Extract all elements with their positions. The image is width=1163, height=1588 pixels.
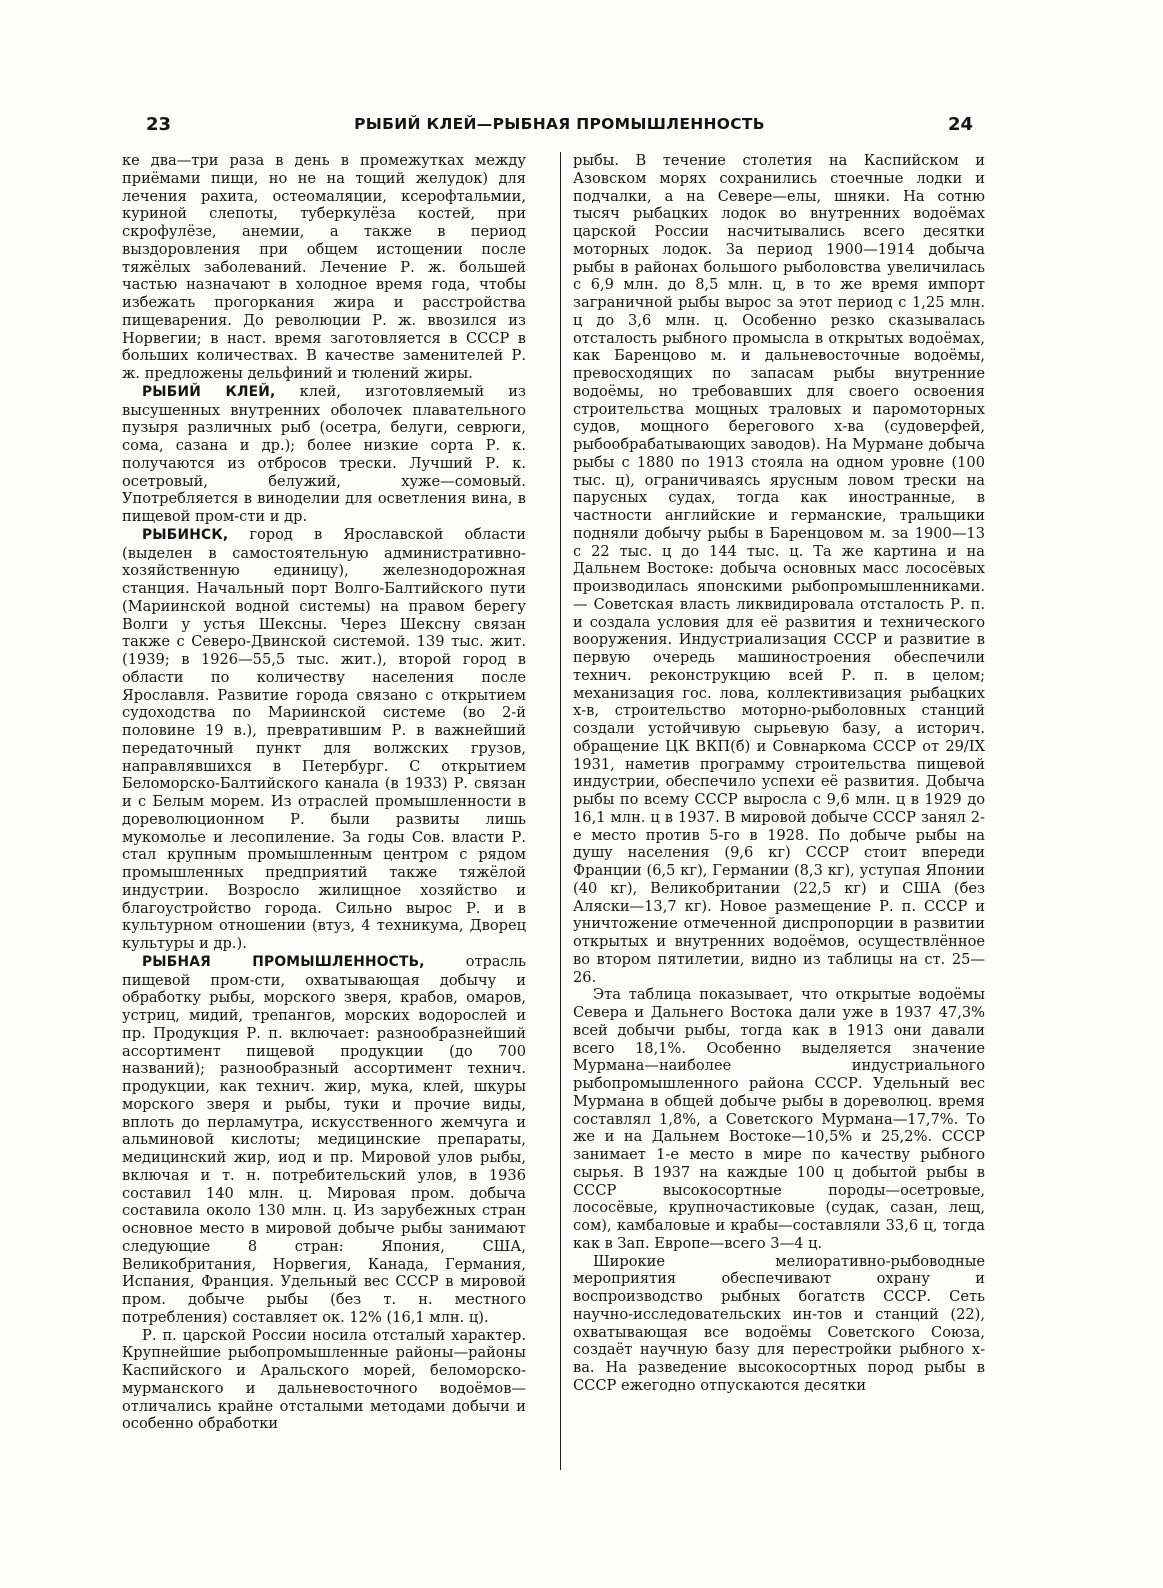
running-title: РЫБИЙ КЛЕЙ—РЫБНАЯ ПРОМЫШЛЕННОСТЬ	[354, 115, 765, 133]
column-divider	[560, 152, 561, 1470]
paragraph: Р. п. царской России носила отсталый характер. Крупнейшие рыбопромышленные районы—районы Каспийского и Аральского морей, беломорско-мурманского и дальневосточного водоёмов—отличались крайне отсталыми методами добычи и особенно обработки	[122, 1326, 526, 1433]
page-number-right: 24	[947, 114, 973, 135]
headword-rybnaya-promyshlennost: РЫБНАЯ ПРОМЫШЛЕННОСТЬ,	[142, 953, 425, 970]
page-number-left: 23	[146, 114, 172, 135]
entry-body: отрасль пищевой пром-сти, охватывающая добычу и обработку рыбы, морского зверя, крабов, омаров, устриц, мидий, трепангов, морских водорослей и пр. Продукция Р. п. включает: разнообразнейший ассортимент пищевой продукции (до 700 названий); разнообразный ассортимент технич. продукции, как технич. жир, мука, клей, шкуры морского зверя и рыбы, туки и прочие виды, вплоть до перламутра, искусственного жемчуга и альминовой кислоты; медицинские препараты, медицинский жир, иод и пр. Мировой улов рыбы, включая и т. н. потребительский улов, в 1936 составил 140 млн. ц. Мировая пром. добыча составила около 130 млн. ц. Из зарубежных стран основное место в мировой добыче рыбы занимают следующие 8 стран: Япония, США, Великобритания, Норвегия, Канада, Германия, Испания, Франция. Удельный вес СССР в мировой пром. добыче рыбы (без т. н. местного потребления) составляет ок. 12% (16,1 млн. ц).	[122, 952, 526, 1326]
entry-body: город в Ярославской области (выделен в самостоятельную административно-хозяйственную единицу), железнодорожная станция. Начальный порт Волго-Балтийского пути (Мариинской водной системы) на правом берегу Волги у устья Шексны. Через Шексну связан также с Северо-Двинской системой. 139 тыс. жит. (1939; в 1926—55,5 тыс. жит.), второй город в области по количеству населения после Ярославля. Развитие города связано с открытием судоходства по Мариинской системе (во 2-й половине 19 в.), превратившим Р. в важнейший передаточный пункт для волжских грузов, направлявшихся в Петербург. С открытием Беломорско-Балтийского канала (в 1933) Р. связан и с Белым морем. Из отраслей промышленности в дореволюционном Р. были развиты лишь мукомолье и лесопиление. За годы Сов. власти Р. стал крупным промышленным центром с рядом промышленных предприятий также тяжёлой индустрии. Возросло жилищное хозяйство и благоустройство города. Сильно вырос Р. и в культурном отношении (втуз, 4 техникума, Дворец культуры и др.).	[122, 525, 526, 952]
right-column	[573, 152, 985, 1395]
page-header	[142, 114, 977, 142]
entry-rybnaya-promyshlennost	[122, 953, 526, 1327]
paragraph: Эта таблица показывает, что открытые водоёмы Севера и Дальнего Востока дали уже в 1937 47,3% всей добычи рыбы, тогда как в 1913 они давали всего 18,1%. Особенно выделяется значение Мурмана—наиболее индустриального рыбопромышленного района СССР. Удельный вес Мурмана в общей добыче рыбы в дореволюц. время составлял 1,8%, а Советского Мурмана—17,7%. То же и на Дальнем Востоке—10,5% и 25,2%. СССР занимает 1-е место в мире по качеству рыбного сырья. В 1937 на каждые 100 ц добытой рыбы в СССР высокосортные породы—осетровые, лососёвые, крупночастиковые (судак, сазан, лещ, сом), камбаловые и крабы—составляли 33,6 ц, тогда как в Зап. Европе—всего 3—4 ц.	[573, 986, 985, 1252]
paragraph: рыбы. В течение столетия на Каспийском и Азовском морях сохранились стоечные лодки и подчалки, а на Севере—елы, шняки. На сотню тысяч рыбацких лодок во внутренних водоёмах царской России насчитывались всего десятки моторных лодок. За период 1900—1914 добыча рыбы в районах большого рыболовства увеличилась с 6,9 млн. до 8,5 млн. ц, в то же время импорт заграничной рыбы вырос за этот период с 1,25 млн. ц до 3,6 млн. ц. Особенно резко сказывалась отсталость рыбного промысла в открытых водоёмах, как Баренцово м. и дальневосточные водоёмы, превосходящих по запасам рыбы внутренние водоёмы, но требовавших для своего освоения строительства мощных траловых и паромоторных судов, мощного берегового х-ва (судоверфей, рыбообрабатывающих заводов). На Мурмане добыча рыбы с 1880 по 1913 стояла на одном уровне (100 тыс. ц), ограничиваясь ярусным ловом трески на парусных судах, тогда как иностранные, в частности английские и германские, тральщики подняли добычу рыбы в Баренцовом м. за 1900—13 с 22 тыс. ц до 144 тыс. ц. Та же картина и на Дальнем Востоке: добыча основных масс лососёвых производилась японскими рыбопромышленниками. — Советская власть ликвидировала отсталость Р. п. и создала условия для её развития и технического вооружения. Индустриализация СССР и развитие в первую очередь машиностроения обеспечили технич. реконструкцию всей Р. п. в целом; механизация гос. лова, коллективизация рыбацких х-в, строительство моторно-рыболовных станций создали устойчивую сырьевую базу, а историч. обращение ЦК ВКП(б) и Совнаркома СССР от 29/IX 1931, наметив программу строительства пищевой индустрии, обеспечило успехи её развития. Добыча рыбы по всему СССР выросла с 9,6 млн. ц в 1929 до 16,1 млн. ц в 1937. В мировой добыче СССР занял 2-е место против 5-го в 1928. По добыче рыбы на душу населения (9,6 кг) СССР стоит впереди Франции (6,5 кг), Германии (8,3 кг), уступая Японии (40 кг), Великобритании (22,5 кг) и США (без Аляски—13,7 кг). Новое размещение Р. п. СССР и уничтожение отмеченной диспропорции в развитии открытых и внутренних водоёмов, осуществлённое во втором пятилетии, видно из таблицы на ст. 25—26.	[573, 152, 985, 986]
headword-rybinsk: РЫБИНСК,	[142, 526, 229, 543]
entry-rybinsk	[122, 526, 526, 953]
paragraph-continuation: ке два—три раза в день в промежутках между приёмами пищи, но не на тощий желудок) для лечения рахита, остеомаляции, ксерофтальмии, куриной слепоты, туберкулёза костей, при скрофулёзе, анемии, а также в период выздоровления при общем истощении после тяжёлых заболеваний. Лечение Р. ж. большей частью назначают в холодное время года, чтобы избежать прогоркания жира и расстройства пищеварения. До революции Р. ж. ввозился из Норвегии; в наст. время заготовляется в СССР в больших количествах. В качестве заменителей Р. ж. предложены дельфиний и тюлений жиры.	[122, 152, 526, 382]
entry-body: клей, изготовляемый из высушенных внутренних оболочек плавательного пузыря различных рыб (осетра, белуги, севрюги, сома, сазана и др.); более низкие сорта Р. к. получаются из отбросов трески. Лучший Р. к. осетровый, белужий, хуже—сомовый. Употребляется в виноделии для осветления вина, в пищевой пром-сти и др.	[122, 382, 526, 525]
left-column	[122, 152, 526, 1433]
paragraph: Широкие мелиоративно-рыбоводные мероприятия обеспечивают охрану и воспроизводство рыбных богатств СССР. Сеть научно-исследовательских ин-тов и станций (22), охватывающая все водоёмы Советского Союза, создаёт научную базу для перестройки рыбного х-ва. На разведение высокосортных пород рыбы в СССР ежегодно отпускаются десятки	[573, 1252, 985, 1394]
entry-rybiy-klei	[122, 383, 526, 526]
headword-rybiy-klei: РЫБИЙ КЛЕЙ,	[142, 383, 276, 400]
